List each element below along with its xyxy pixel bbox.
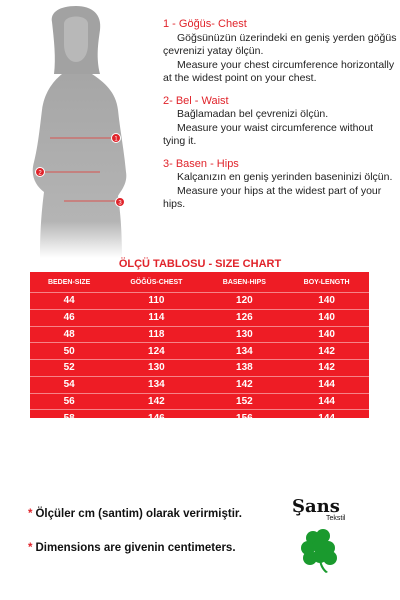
measurement-instructions (163, 18, 397, 221)
cell-size: 50 (30, 343, 108, 360)
instruction-text-en: Measure your waist circumference without tying it. (163, 121, 374, 147)
table-row (30, 410, 369, 426)
marker-3 (116, 198, 125, 207)
table-row (30, 360, 369, 377)
cell-size: 56 (30, 393, 108, 410)
brand-sub: Tekstil (326, 515, 346, 522)
cell-length: 144 (284, 393, 369, 410)
cell-length: 144 (284, 410, 369, 426)
cell-hips: 138 (205, 360, 285, 377)
cell-length: 140 (284, 293, 369, 310)
svg-text:2: 2 (38, 170, 42, 177)
size-chart-table (30, 272, 369, 424)
cell-length: 142 (284, 343, 369, 360)
instruction-text-tr: Göğsünüzün üzerindeki en geniş yerden göğüs çevrenizi yatay ölçün. (163, 31, 397, 57)
instruction-text-en: Measure your chest circumference horizontally at the widest point on your chest. (163, 58, 395, 84)
table-row (30, 309, 369, 326)
note-english (28, 542, 236, 554)
instruction-title: 3- Basen - Hips (163, 157, 239, 170)
instruction-hips (163, 158, 397, 212)
face-shape (64, 17, 88, 63)
cell-size: 58 (30, 410, 108, 426)
cell-chest: 146 (108, 410, 204, 426)
cell-length: 142 (284, 360, 369, 377)
cell-chest: 130 (108, 360, 204, 377)
table-row (30, 293, 369, 310)
note-text-en: Dimensions are givenin centimeters. (35, 542, 236, 554)
instruction-text-en: Measure your hips at the widest part of your hips. (163, 184, 382, 210)
cell-size: 46 (30, 309, 108, 326)
marker-2 (36, 168, 45, 177)
note-star: * (28, 542, 33, 554)
torso-shape (33, 74, 127, 258)
table-row (30, 343, 369, 360)
svg-text:3: 3 (118, 200, 122, 207)
brand-name: Şans (292, 496, 340, 517)
table-row (30, 326, 369, 343)
cell-chest: 124 (108, 343, 204, 360)
cell-length: 140 (284, 309, 369, 326)
cell-hips: 156 (205, 410, 285, 426)
svg-text:1: 1 (114, 136, 118, 143)
cell-hips: 130 (205, 326, 285, 343)
header-length: BOY-LENGTH (303, 278, 350, 286)
marker-1 (112, 134, 121, 143)
note-turkish (28, 508, 242, 520)
cell-length: 144 (284, 376, 369, 393)
instruction-title: 2- Bel - Waist (163, 94, 229, 107)
note-text-tr: Ölçüler cm (santim) olarak verirmiştir. (35, 508, 242, 520)
header-chest: GÖĞÜS-CHEST (130, 278, 183, 286)
header-size: BEDEN-SIZE (47, 278, 91, 286)
cell-chest: 142 (108, 393, 204, 410)
cell-hips: 152 (205, 393, 285, 410)
cell-chest: 110 (108, 293, 204, 310)
cell-hips: 126 (205, 309, 285, 326)
header-hips: BASEN-HIPS (222, 278, 266, 286)
instruction-waist (163, 95, 397, 149)
cell-hips: 142 (205, 376, 285, 393)
cell-hips: 134 (205, 343, 285, 360)
cell-size: 48 (30, 326, 108, 343)
note-star: * (28, 508, 33, 520)
size-chart-title: ÖLÇÜ TABLOSU - SIZE CHART (118, 258, 282, 270)
table-header-row (30, 272, 369, 293)
instruction-text-tr: Bağlamadan bel çevrenizi ölçün. (177, 108, 329, 120)
clover-icon (298, 526, 342, 574)
brand-logo (290, 496, 380, 586)
cell-length: 140 (284, 326, 369, 343)
instruction-title: 1 - Göğüs- Chest (163, 18, 247, 30)
cell-size: 52 (30, 360, 108, 377)
body-silhouette (0, 0, 160, 260)
table-row (30, 393, 369, 410)
cell-chest: 118 (108, 326, 204, 343)
silhouette-svg (0, 0, 160, 260)
table-row (30, 376, 369, 393)
instruction-chest (163, 18, 397, 86)
cell-size: 54 (30, 376, 108, 393)
cell-size: 44 (30, 293, 108, 310)
cell-chest: 114 (108, 309, 204, 326)
cell-chest: 134 (108, 376, 204, 393)
instruction-text-tr: Kalçanızın en geniş yerinden baseninizi ölçün. (177, 171, 393, 183)
cell-hips: 120 (205, 293, 285, 310)
